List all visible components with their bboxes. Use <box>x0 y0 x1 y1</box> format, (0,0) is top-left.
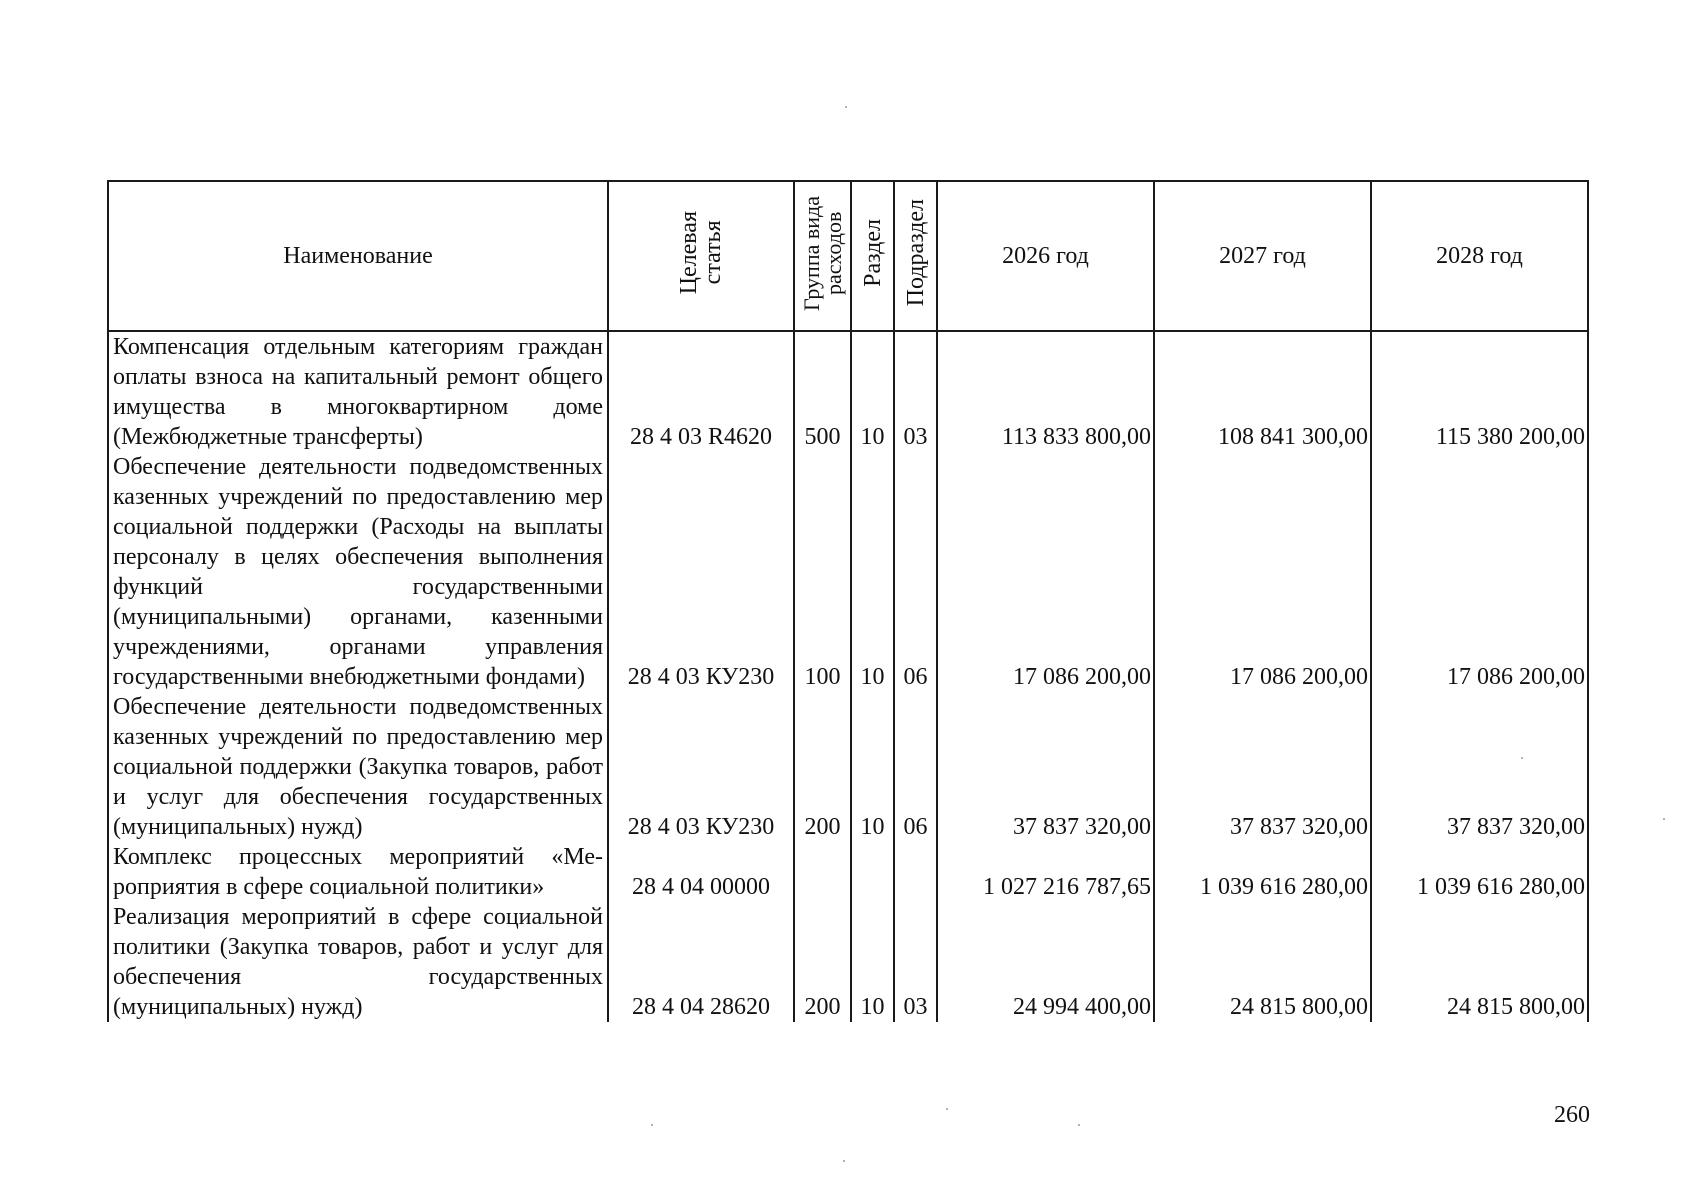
row-amount-2026: 17 086 200,00 <box>937 452 1154 692</box>
row-subsection: 03 <box>894 331 937 452</box>
header-target-article-label: Целевая статья <box>676 210 726 295</box>
row-expense-group: 100 <box>794 452 851 692</box>
row-subsection: 03 <box>894 902 937 1022</box>
row-name: Реализация мероприятий в сфере социальной политики (Закупка товаров, работ и услуг для обеспечения государственных (муниципальных) нужд) <box>108 902 608 1022</box>
table-body <box>108 331 1588 1022</box>
row-subsection: 06 <box>894 692 937 842</box>
header-section-label: Раздел <box>859 218 886 287</box>
row-expense-group: 500 <box>794 331 851 452</box>
row-name: Обеспечение деятельности подведомственных казенных учреждений по предоставлению мер социальной поддержки (Расходы на выплаты персоналу в целях обеспечения выполнения функций государственными (муниципальными) органами, казенными учреждениями, органами управления государственными внебюджетными фондами) <box>108 452 608 692</box>
page-number: 260 <box>1554 1102 1590 1128</box>
header-2026 <box>937 181 1154 331</box>
row-section: 10 <box>851 902 894 1022</box>
row-amount-2028: 115 380 200,00 <box>1371 331 1588 452</box>
header-name-label: Наименование <box>283 242 433 269</box>
table-row <box>108 692 1588 842</box>
row-section: 10 <box>851 692 894 842</box>
row-expense-group <box>794 842 851 902</box>
header-subsection <box>894 181 937 331</box>
row-amount-2027: 1 039 616 280,00 <box>1154 842 1371 902</box>
row-amount-2028: 37 837 320,00 <box>1371 692 1588 842</box>
row-amount-2028: 1 039 616 280,00 <box>1371 842 1588 902</box>
row-target-article: 28 4 04 00000 <box>608 842 794 902</box>
scan-speck <box>845 106 847 108</box>
row-amount-2028: 24 815 800,00 <box>1371 902 1588 1022</box>
scan-speck <box>651 1124 653 1126</box>
header-name <box>108 181 608 331</box>
row-section: 10 <box>851 331 894 452</box>
row-amount-2027: 108 841 300,00 <box>1154 331 1371 452</box>
row-name: Комплекс процессных мероприятий «Мероприятия в сфере социальной политики» <box>108 842 608 902</box>
row-expense-group: 200 <box>794 692 851 842</box>
row-subsection: 06 <box>894 452 937 692</box>
header-2026-label: 2026 год <box>1002 242 1089 269</box>
row-target-article: 28 4 03 R4620 <box>608 331 794 452</box>
header-section <box>851 181 894 331</box>
scan-speck <box>1078 1124 1080 1126</box>
header-2028-label: 2028 год <box>1436 242 1523 269</box>
row-amount-2027: 24 815 800,00 <box>1154 902 1371 1022</box>
row-section: 10 <box>851 452 894 692</box>
row-expense-group: 200 <box>794 902 851 1022</box>
table-row <box>108 842 1588 902</box>
header-expense-group <box>794 181 851 331</box>
table-header-row <box>108 181 1588 331</box>
row-target-article: 28 4 03 КУ230 <box>608 452 794 692</box>
scan-speck <box>946 1108 948 1110</box>
row-amount-2027: 17 086 200,00 <box>1154 452 1371 692</box>
header-expense-group-label: Группа вида расходов <box>798 195 846 311</box>
budget-table <box>107 180 1589 1022</box>
scan-speck <box>1663 818 1665 820</box>
header-subsection-label: Подраздел <box>902 198 929 307</box>
row-target-article: 28 4 03 КУ230 <box>608 692 794 842</box>
row-amount-2026: 37 837 320,00 <box>937 692 1154 842</box>
row-amount-2027: 37 837 320,00 <box>1154 692 1371 842</box>
row-section <box>851 842 894 902</box>
table-row <box>108 452 1588 692</box>
header-2028 <box>1371 181 1588 331</box>
row-amount-2026: 113 833 800,00 <box>937 331 1154 452</box>
table-row <box>108 902 1588 1022</box>
header-2027 <box>1154 181 1371 331</box>
row-target-article: 28 4 04 28620 <box>608 902 794 1022</box>
row-amount-2026: 1 027 216 787,65 <box>937 842 1154 902</box>
row-name: Компенсация отдельным категориям граждан оплаты взноса на капитальный ремонт общего имущества в многоквартирном доме (Межбюджетные трансферты) <box>108 331 608 452</box>
row-name: Обеспечение деятельности подведомственных казенных учреждений по предоставлению мер социальной поддержки (Закупка товаров, работ и услуг для обеспечения государственных (муниципальных) нужд) <box>108 692 608 842</box>
row-amount-2026: 24 994 400,00 <box>937 902 1154 1022</box>
scan-speck <box>843 1160 845 1162</box>
table-row <box>108 331 1588 452</box>
header-target-article <box>608 181 794 331</box>
row-amount-2028: 17 086 200,00 <box>1371 452 1588 692</box>
header-2027-label: 2027 год <box>1219 242 1306 269</box>
row-subsection <box>894 842 937 902</box>
